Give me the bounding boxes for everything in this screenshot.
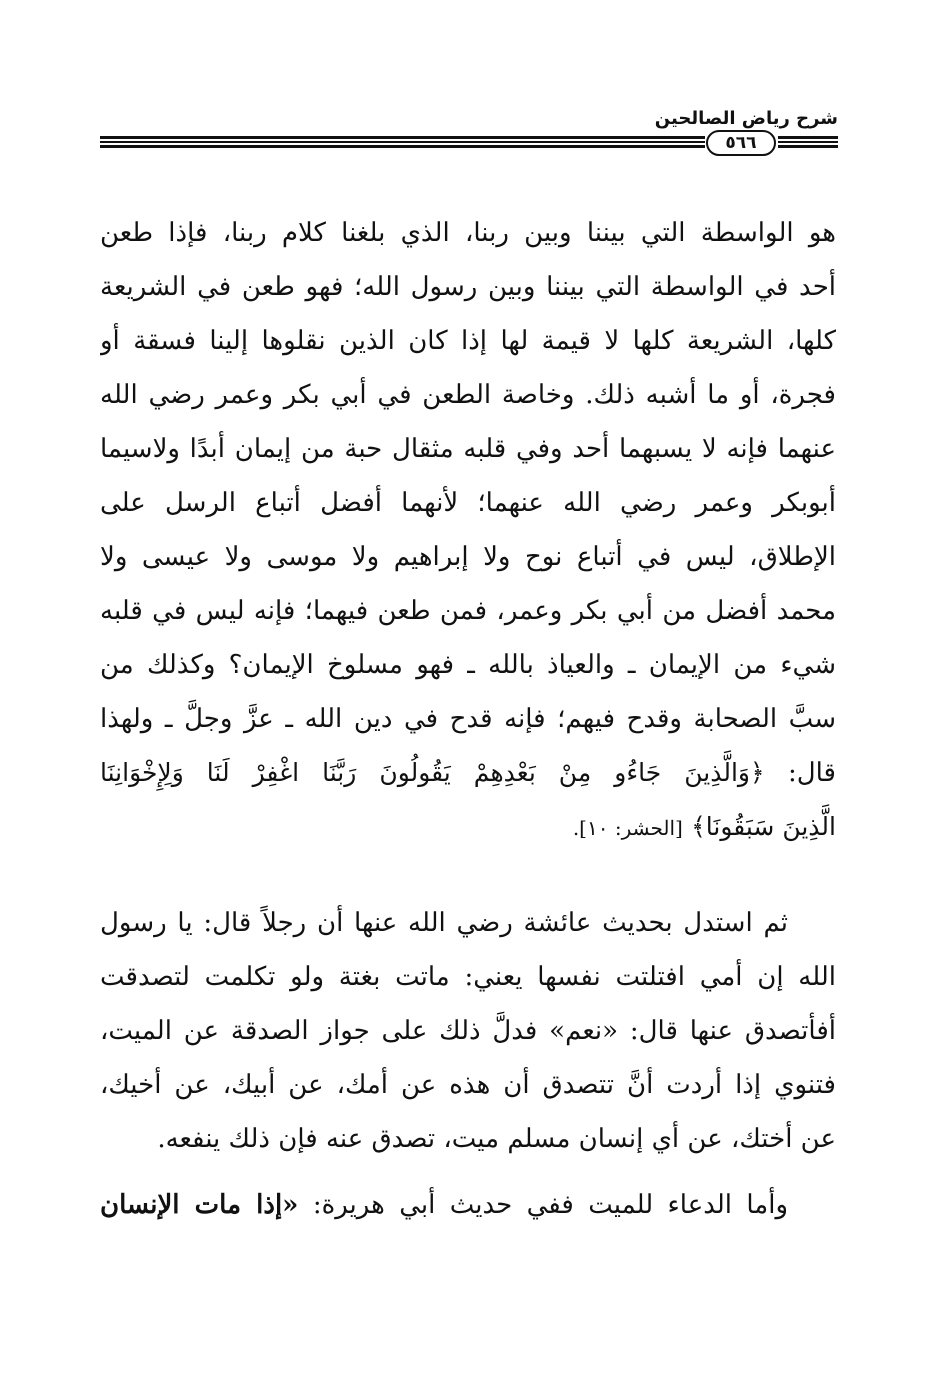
quran-citation: [الحشر: ١٠]. [572, 816, 683, 840]
page-number: ٥٦٦ [706, 130, 776, 156]
text-line: كلها، الشريعة كلها لا قيمة لها إذا كان الذين نقلوها إلينا فسقة أو [100, 326, 836, 356]
text-line: هو الواسطة التي بيننا وبين ربنا، الذي بلغنا كلام ربنا، فإذا طعن [100, 218, 836, 248]
text-line: أفأتصدق عنها قال: «نعم» فدلَّ ذلك على جواز الصدقة عن الميت، [100, 1016, 836, 1046]
header-rule-left [100, 136, 705, 148]
header-rule-right [778, 136, 838, 148]
text-line: الإطلاق، ليس في أتباع نوح ولا إبراهيم ولا موسى ولا عيسى ولا [100, 542, 836, 572]
quran-intro: قال: [787, 758, 836, 788]
text-line: أبوبكر وعمر رضي الله عنهما؛ لأنهما أفضل أتباع الرسل على [100, 488, 836, 518]
text-line: فجرة، أو ما أشبه ذلك. وخاصة الطعن في أبي بكر وعمر رضي الله [100, 380, 836, 410]
page-body [100, 206, 836, 1232]
text-line: الله إن أمي افتلتت نفسها يعني: ماتت بغتة ولو تكلمت لتصدقت [100, 962, 836, 992]
text-line [100, 1178, 836, 1232]
quran-line [100, 746, 836, 800]
text-line: أحد في الواسطة التي بيننا وبين رسول الله؛ فهو طعن في الشريعة [100, 272, 836, 302]
quran-verse: ﴿وَالَّذِينَ جَاءُو مِنْ بَعْدِهِمْ يَقُولُونَ رَبَّنَا اغْفِرْ لَنَا وَلِإِخْوَانِنَا [100, 758, 765, 787]
text-line: عن أختك، عن أي إنسان مسلم ميت، تصدق عنه فإن ذلك ينفعه. [157, 1124, 836, 1154]
text-line: شيء من الإيمان ـ والعياذ بالله ـ فهو مسلوخ الإيمان؟ وكذلك من [100, 650, 836, 680]
text-line: محمد أفضل من أبي بكر وعمر، فمن طعن فيهما؛ فإنه ليس في قلبه [100, 596, 836, 626]
text-line: سبَّ الصحابة وقدح فيهم؛ فإنه قدح في دين الله ـ عزَّ وجلَّ ـ ولهذا [100, 704, 836, 734]
text-line: عنهما فإنه لا يسبهما أحد وفي قلبه مثقال حبة من إيمان أبدًا ولاسيما [100, 434, 836, 464]
text-line: ثم استدل بحديث عائشة رضي الله عنها أن رجلاً قال: يا رسول [100, 908, 788, 938]
page-header [100, 108, 838, 158]
hadith-quote: «إذا مات الإنسان [100, 1190, 299, 1220]
paragraph-3-text: وأما الدعاء للميت ففي حديث أبي هريرة: [312, 1190, 789, 1220]
paragraph-3 [100, 1178, 836, 1232]
quran-verse-end: الَّذِينَ سَبَقُونَا﴾ [691, 812, 836, 841]
quran-line [100, 800, 836, 854]
book-title: شرح رياض الصالحين [654, 108, 838, 129]
paragraph-1 [100, 206, 836, 854]
text-line: فتنوي إذا أردت أنَّ تتصدق أن هذه عن أمك، عن أبيك، عن أخيك، [100, 1070, 836, 1100]
paragraph-2 [100, 896, 836, 1166]
